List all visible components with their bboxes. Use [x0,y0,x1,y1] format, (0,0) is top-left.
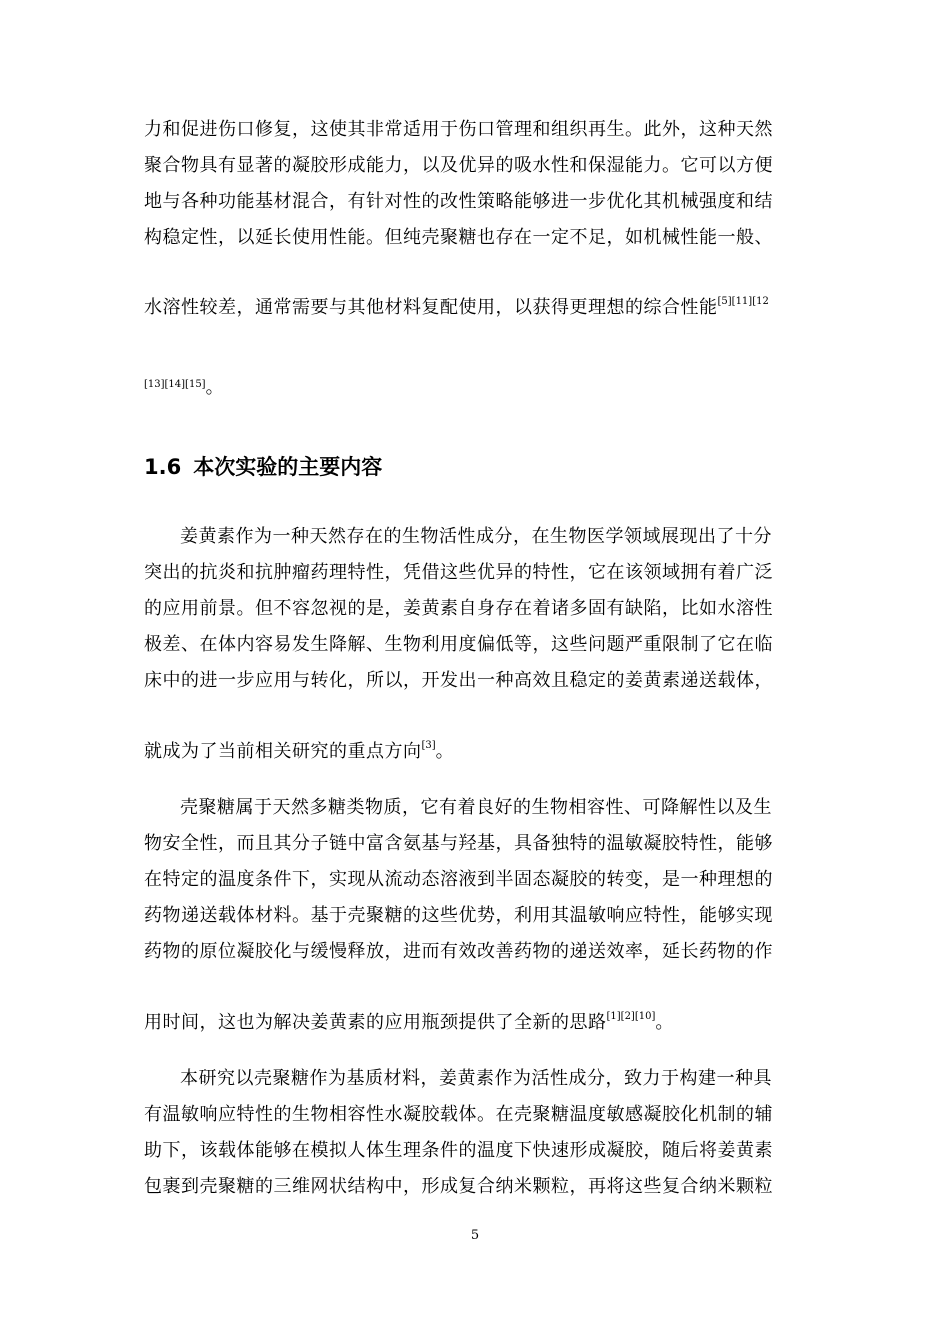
text-line: 药物递送载体材料。基于壳聚糖的这些优势，利用其温敏响应特性，能够实现 [144,905,773,926]
text-line: 壳聚糖属于天然多糖类物质，它有着良好的生物相容性、可降解性以及生 [180,797,772,818]
text-line: 力和促进伤口修复，这使其非常适用于伤口管理和组织再生。此外，这种天然 [144,119,773,140]
text-line: 本研究以壳聚糖作为基质材料，姜黄素作为活性成分，致力于构建一种具 [180,1068,772,1089]
text-line-content: 用时间，这也为解决姜黄素的应用瓶颈提供了全新的思路 [144,1012,607,1033]
text-line: 药物的原位凝胶化与缓慢释放，进而有效改善药物的递送效率，延长药物的作 [144,941,773,962]
sentence-end: 。 [205,377,224,398]
text-line-content: 就成为了当前相关研究的重点方向 [144,741,422,762]
section-number: 1.6 [144,455,182,479]
citation: [3] [421,740,436,751]
text-line: 聚合物具有显著的凝胶形成能力，以及优异的吸水性和保湿能力。它可以方便 [144,155,773,176]
text-line-content: 水溶性较差，通常需要与其他材料复配使用，以获得更理想的综合性能 [144,297,718,318]
text-line: 极差、在体内容易发生降解、生物利用度偏低等，这些问题严重限制了它在临 [144,634,773,655]
section-title: 本次实验的主要内容 [193,455,383,479]
page-number: 5 [470,1228,480,1243]
text-line: 的应用前景。但不容忽视的是，姜黄素自身存在着诸多固有缺陷，比如水溶性 [144,598,773,619]
section-heading [144,454,382,480]
text-line [144,741,454,763]
text-line: 床中的进一步应用与转化，所以，开发出一种高效且稳定的姜黄素递送载体， [144,670,773,691]
text-line [144,297,769,319]
sentence-end: 。 [435,741,455,762]
text-line: 姜黄素作为一种天然存在的生物活性成分，在生物医学领域展现出了十分 [180,526,772,547]
text-line [144,1012,674,1034]
text-line: 包裹到壳聚糖的三维网状结构中，形成复合纳米颗粒，再将这些复合纳米颗粒 [144,1176,773,1197]
text-line: 构稳定性，以延长使用性能。但纯壳聚糖也存在一定不足，如机械性能一般、 [144,227,773,248]
text-line: 突出的抗炎和抗肿瘤药理特性，凭借这些优异的特性，它在该领域拥有着广泛 [144,562,773,583]
text-line: 有温敏响应特性的生物相容性水凝胶载体。在壳聚糖温度敏感凝胶化机制的辅 [144,1104,773,1125]
sentence-end: 。 [655,1012,674,1033]
citation-continuation [144,376,224,398]
text-line: 物安全性，而且其分子链中富含氨基与羟基，具备独特的温敏凝胶特性，能够 [144,833,773,854]
text-line: 地与各种功能基材混合，有针对性的改性策略能够进一步优化其机械强度和结 [144,191,773,212]
text-line: 助下，该载体能够在模拟人体生理条件的温度下快速形成凝胶，随后将姜黄素 [144,1140,773,1161]
citation: [1][2][10] [606,1011,656,1022]
citation: [13][14][15] [144,379,206,390]
text-line: 在特定的温度条件下，实现从流动态溶液到半固态凝胶的转变，是一种理想的 [144,869,773,890]
citation: [5][11][12 [717,296,769,307]
